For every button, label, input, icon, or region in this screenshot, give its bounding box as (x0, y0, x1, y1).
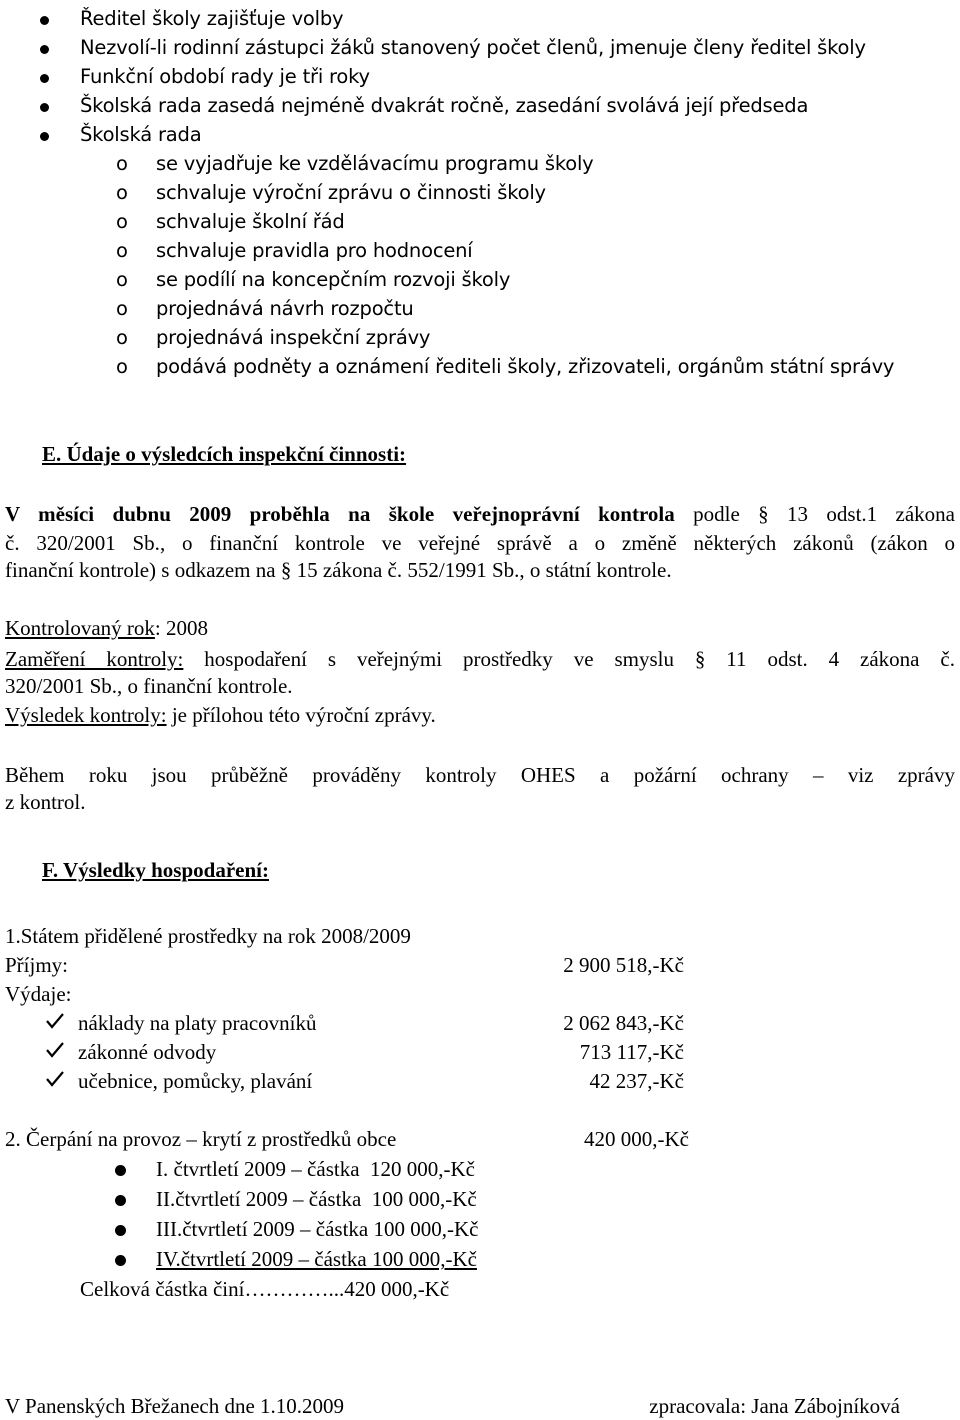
sub-list-item: se podílí na koncepčním rozvoji školy (156, 268, 511, 291)
list-item: Funkční období rady je tři roky (80, 65, 370, 88)
list-item: Ředitel školy zajišťuje volby (80, 7, 344, 30)
checkmark-icon (46, 1012, 64, 1030)
ohes-paragraph-line-1: Během roku jsou průběžně prováděny kontroly OHES a požární ochrany – viz zprávy (5, 763, 955, 787)
expense-label: zákonné odvody (78, 1040, 217, 1064)
inspection-paragraph-line-2: č. 320/2001 Sb., o finanční kontrole ve veřejné správě a o změně některých zákonů (zákon o (5, 531, 955, 555)
inspection-paragraph-line-3: finanční kontrole) s odkazem na § 15 zákona č. 552/1991 Sb., o státní kontrole. (5, 558, 672, 582)
bullet-icon (40, 132, 49, 141)
sub-bullet-marker: o (116, 297, 128, 320)
income-label: Příjmy: (5, 953, 69, 977)
checkmark-icon (46, 1070, 64, 1088)
ohes-paragraph-line-2: z kontrol. (5, 790, 86, 814)
sub-bullet-marker: o (116, 326, 128, 349)
sub-bullet-marker: o (116, 268, 128, 291)
controlled-year-label: Kontrolovaný rok (5, 616, 155, 640)
state-funds-title: 1.Státem přidělené prostředky na rok 2008/2009 (5, 924, 411, 948)
sub-list-item: schvaluje školní řád (156, 210, 345, 233)
quarter-item: II.čtvrtletí 2009 – částka 100 000,-Kč (156, 1187, 477, 1211)
control-result-value: je přílohou této výroční zprávy. (166, 703, 436, 727)
municipal-funds-title: 2. Čerpání na provoz – krytí z prostředků obce (5, 1127, 397, 1151)
sub-list-item: podává podněty a oznámení řediteli školy, zřizovateli, orgánům státní správy (156, 355, 895, 378)
bullet-icon (40, 16, 49, 25)
bullet-icon (40, 45, 49, 54)
section-f-heading: F. Výsledky hospodaření: (42, 858, 269, 882)
control-focus-value: hospodaření s veřejnými prostředky ve smyslu § 11 odst. 4 zákona č. (183, 647, 955, 671)
controlled-year (5, 618, 208, 639)
expense-value: 713 117,-Kč (579, 1040, 684, 1064)
expense-value: 42 237,-Kč (589, 1069, 684, 1093)
checkmark-icon (46, 1041, 64, 1059)
control-result-label: Výsledek kontroly: (5, 703, 167, 727)
bullet-icon (115, 1195, 126, 1206)
sub-list-item: projednává inspekční zprávy (156, 326, 431, 349)
sub-list-item: projednává návrh rozpočtu (156, 297, 414, 320)
expense-label: učebnice, pomůcky, plavání (78, 1069, 313, 1093)
prepared-by: zpracovala: Jana Zábojníková (649, 1394, 900, 1418)
bullet-icon (115, 1255, 126, 1266)
sub-list-item: schvaluje pravidla pro hodnocení (156, 239, 473, 262)
list-item: Školská rada zasedá nejméně dvakrát ročně, zasedání svolává její předseda (80, 94, 809, 117)
expense-label: náklady na platy pracovníků (78, 1011, 317, 1035)
control-focus-line-2: 320/2001 Sb., o finanční kontrole. (5, 674, 293, 698)
place-date: V Panenských Břežanech dne 1.10.2009 (5, 1394, 345, 1418)
expenses-label: Výdaje: (5, 982, 72, 1006)
expense-value: 2 062 843,-Kč (563, 1011, 684, 1035)
bullet-icon (40, 74, 49, 83)
sub-list-item: se vyjadřuje ke vzdělávacímu programu školy (156, 152, 594, 175)
quarter-item: III.čtvrtletí 2009 – částka 100 000,-Kč (156, 1217, 479, 1241)
income-value: 2 900 518,-Kč (563, 953, 684, 977)
sub-bullet-marker: o (116, 239, 128, 262)
sub-bullet-marker: o (116, 355, 128, 378)
list-item: Školská rada (80, 123, 202, 146)
inspection-bold-text: V měsíci dubnu 2009 proběhla na škole veřejnoprávní kontrola (5, 502, 675, 526)
list-item: Nezvolí-li rodinní zástupci žáků stanovený počet členů, jmenuje členy ředitel školy (80, 36, 866, 59)
control-result (5, 705, 436, 726)
total-amount: Celková částka činí…………...420 000,-Kč (80, 1277, 450, 1301)
control-focus-label: Zaměření kontroly: (5, 647, 184, 671)
inspection-paragraph-line-1: V měsíci dubnu 2009 proběhla na škole veřejnoprávní kontrola podle § 13 odst.1 zákona (5, 502, 955, 526)
sub-bullet-marker: o (116, 152, 128, 175)
section-e-heading: E. Údaje o výsledcích inspekční činnosti: (42, 442, 407, 466)
control-focus (5, 647, 955, 672)
municipal-funds-value: 420 000,-Kč (584, 1127, 689, 1151)
bullet-icon (115, 1165, 126, 1176)
quarter-item: IV.čtvrtletí 2009 – částka 100 000,-Kč (156, 1247, 477, 1271)
sub-list-item: schvaluje výroční zprávu o činnosti školy (156, 181, 546, 204)
bullet-icon (115, 1225, 126, 1236)
controlled-year-value: : 2008 (154, 616, 208, 640)
sub-bullet-marker: o (116, 210, 128, 233)
bullet-icon (40, 103, 49, 112)
sub-bullet-marker: o (116, 181, 128, 204)
quarter-item: I. čtvrtletí 2009 – částka 120 000,-Kč (156, 1157, 475, 1181)
